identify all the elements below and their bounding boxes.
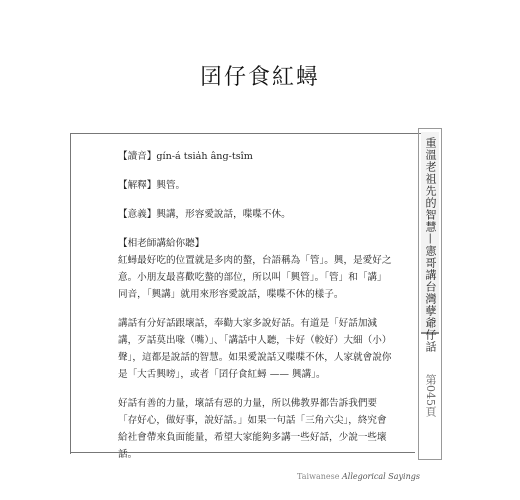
entry-body — [118, 148, 393, 475]
side-tab — [418, 128, 442, 460]
page-number: 第045頁 — [424, 374, 437, 417]
series-title: 重溫老祖先的智慧—憲哥講台灣孽爺仔話 — [424, 137, 437, 353]
footer-emph: Allegorical Sayings — [341, 472, 420, 481]
pronunciation: 【讀音】gín-á tsia̍h âng-tsîm — [118, 151, 253, 162]
footer-caption — [297, 472, 420, 481]
story-heading: 【相老師講給你聽】 — [118, 238, 205, 249]
explanation: 【解釋】興管。 — [118, 180, 186, 191]
paragraph-2: 講話有分好話跟壞話，奉勸大家多說好話。有道是「好話加減講，歹話莫出喙（嘴）」、「講話中人聽，卡好（較好）大細（小）聲」，這都是說話的智慧。如果愛說話又喋喋不休，人家就會說你是「大舌興嗙」，或者「囝仔食紅蟳 —— 興講」。 — [118, 318, 392, 380]
meaning: 【意義】興講，形容愛說話，喋喋不休。 — [118, 209, 291, 220]
paragraph-3: 好話有善的力量，壞話有惡的力量，所以佛教界都告訴我們要「存好心，做好事，說好話。」如果一句話「三角六尖」，終究會給社會帶來負面能量，希望大家能夠多講一些好話，少說一些壞話。 — [118, 398, 387, 460]
page-title: 囝仔食紅蟳 — [199, 65, 320, 90]
footer-prefix: Taiwanese — [297, 472, 340, 481]
story-paragraph: 紅蟳最好吃的位置就是多肉的螯，台語稱為「管」。興，是愛好之意。小朋友最喜歡吃螯的部位，所以叫「興管」。「管」和「講」同音，「興講」就用來形容愛說話，喋喋不休的樣子。 — [118, 255, 392, 300]
